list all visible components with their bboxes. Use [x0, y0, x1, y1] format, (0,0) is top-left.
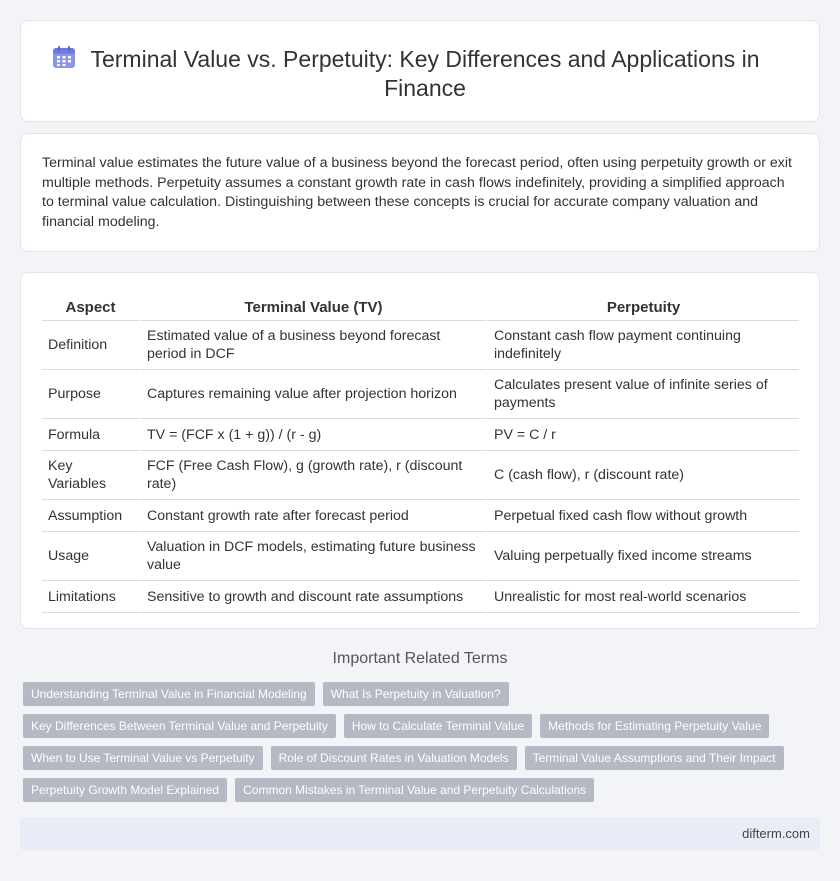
table-header-row [42, 295, 799, 321]
cell-aspect: Purpose [42, 370, 139, 419]
cell-tv: TV = (FCF x (1 + g)) / (r - g) [139, 419, 486, 451]
intro-text: Terminal value estimates the future value of a business beyond the forecast period, often using perpetuity growth or exit multiple methods. Perpetuity assumes a constant growth rate in cash flows indefinitely, providing a simplified approach to terminal value calculation. Distinguishing between these concepts is crucial for accurate company valuation and financial modeling. [42, 155, 792, 230]
related-term-link[interactable]: How to Calculate Terminal Value [344, 714, 532, 738]
comparison-table-card [20, 272, 820, 629]
footer-site-link[interactable]: difterm.com [742, 826, 810, 841]
header-perpetuity: Perpetuity [486, 295, 799, 321]
table-row [42, 500, 799, 532]
table-row [42, 532, 799, 581]
cell-perpetuity: Calculates present value of infinite series of payments [486, 370, 799, 419]
cell-aspect: Usage [42, 532, 139, 581]
related-terms-list [23, 682, 813, 810]
cell-perpetuity: Constant cash flow payment continuing indefinitely [486, 321, 799, 370]
table-row [42, 321, 799, 370]
cell-tv: Estimated value of a business beyond forecast period in DCF [139, 321, 486, 370]
comparison-table [42, 295, 799, 613]
related-term-link[interactable]: Key Differences Between Terminal Value and Perpetuity [23, 714, 336, 738]
intro-card [20, 133, 820, 252]
cell-tv: Valuation in DCF models, estimating future business value [139, 532, 486, 581]
related-term-link[interactable]: Understanding Terminal Value in Financial Modeling [23, 682, 315, 706]
table-row [42, 370, 799, 419]
cell-perpetuity: PV = C / r [486, 419, 799, 451]
related-term-link[interactable]: What Is Perpetuity in Valuation? [323, 682, 509, 706]
header-card [20, 20, 820, 122]
header-terminal-value: Terminal Value (TV) [139, 295, 486, 321]
related-term-link[interactable]: When to Use Terminal Value vs Perpetuity [23, 746, 263, 770]
related-term-link[interactable]: Methods for Estimating Perpetuity Value [540, 714, 769, 738]
footer-bar [20, 817, 820, 850]
cell-tv: Constant growth rate after forecast period [139, 500, 486, 532]
cell-aspect: Formula [42, 419, 139, 451]
cell-aspect: Limitations [42, 581, 139, 613]
cell-perpetuity: Valuing perpetually fixed income streams [486, 532, 799, 581]
related-term-link[interactable]: Common Mistakes in Terminal Value and Perpetuity Calculations [235, 778, 594, 802]
cell-perpetuity: Perpetual fixed cash flow without growth [486, 500, 799, 532]
cell-perpetuity: Unrealistic for most real-world scenarios [486, 581, 799, 613]
related-term-link[interactable]: Terminal Value Assumptions and Their Impact [525, 746, 784, 770]
cell-tv: Captures remaining value after projection horizon [139, 370, 486, 419]
cell-aspect: Key Variables [42, 451, 139, 500]
page-title: Terminal Value vs. Perpetuity: Key Differences and Applications in Finance [90, 46, 760, 101]
table-row [42, 451, 799, 500]
cell-aspect: Definition [42, 321, 139, 370]
table-row [42, 581, 799, 613]
related-term-link[interactable]: Perpetuity Growth Model Explained [23, 778, 227, 802]
related-term-link[interactable]: Role of Discount Rates in Valuation Models [271, 746, 517, 770]
related-terms-title: Important Related Terms [332, 650, 508, 667]
cell-tv: Sensitive to growth and discount rate assumptions [139, 581, 486, 613]
cell-tv: FCF (Free Cash Flow), g (growth rate), r (discount rate) [139, 451, 486, 500]
table-row [42, 419, 799, 451]
header-aspect: Aspect [42, 295, 139, 321]
cell-perpetuity: C (cash flow), r (discount rate) [486, 451, 799, 500]
cell-aspect: Assumption [42, 500, 139, 532]
